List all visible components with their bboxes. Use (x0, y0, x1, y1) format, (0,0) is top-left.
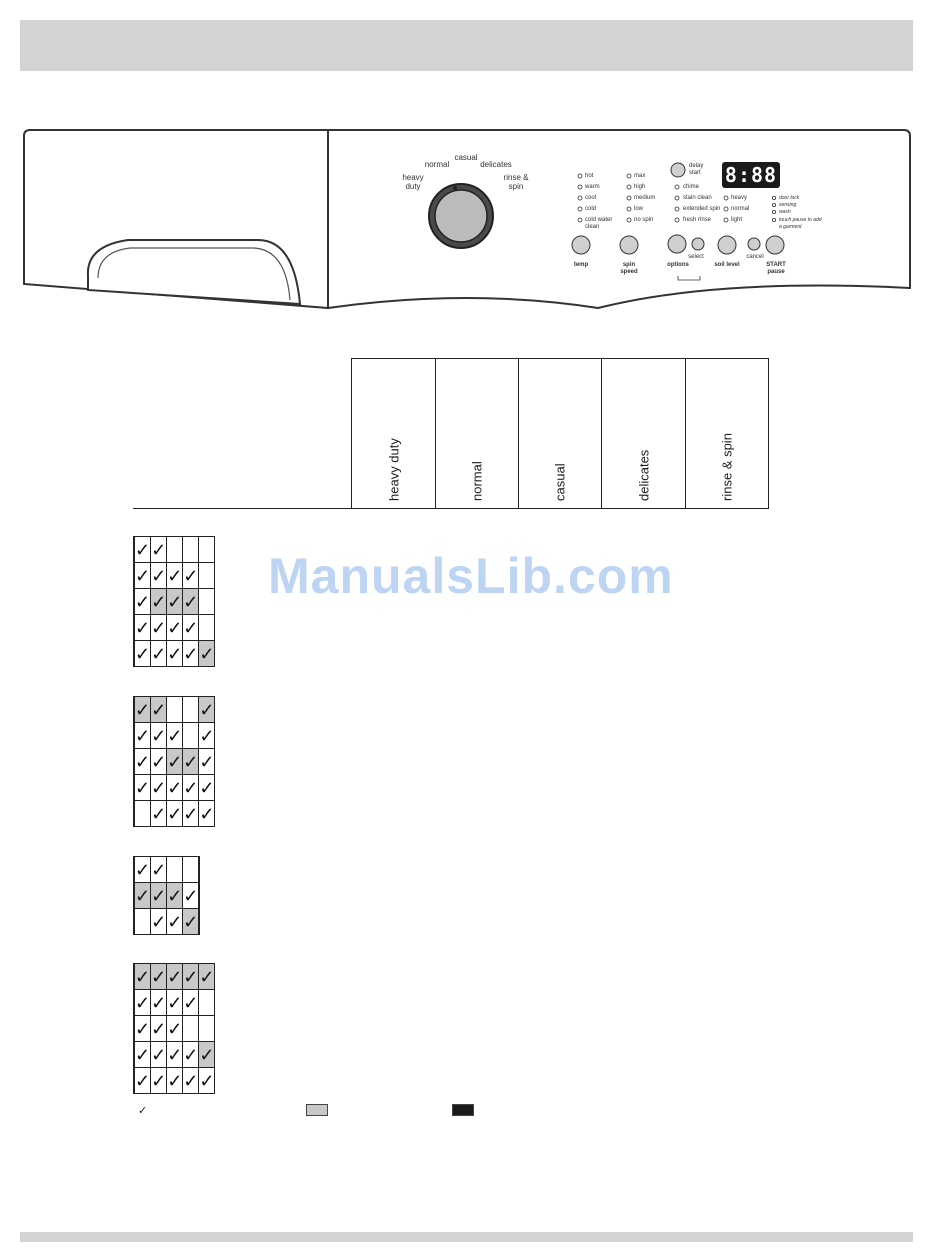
check-cell: ✓ (167, 909, 183, 935)
empty-cell (199, 883, 200, 909)
check-cell: ✓ (183, 990, 199, 1016)
check-cell: ✓ (151, 615, 167, 641)
spin-speed-button-label: spin speed (620, 262, 638, 275)
temp-option: cold (585, 206, 597, 212)
dial-label-rinse-spin: rinse & spin (503, 173, 529, 191)
check-cell: ✓ (167, 723, 183, 749)
select-button-label: select (688, 254, 704, 260)
table-row (134, 697, 215, 723)
delay-start-label: delay start (689, 163, 704, 176)
dial-label-heavy-duty: heavy duty (402, 173, 424, 191)
table-row (134, 723, 215, 749)
check-cell: ✓ (151, 857, 167, 883)
check-cell: ✓ (199, 775, 215, 801)
check-cell: ✓ (151, 589, 167, 615)
table-row (134, 775, 215, 801)
column-header-heavy-duty: heavy duty (351, 358, 436, 509)
check-cell: ✓ (151, 749, 167, 775)
soil-option: normal (731, 206, 750, 212)
empty-cell (199, 857, 200, 883)
empty-cell (199, 589, 215, 615)
empty-cell (199, 1016, 215, 1042)
table-row (134, 801, 215, 827)
empty-cell (135, 801, 151, 827)
table-row (134, 1016, 215, 1042)
check-cell: ✓ (167, 589, 183, 615)
check-cell: ✓ (199, 1068, 215, 1094)
option-label: fresh rinse (683, 217, 712, 223)
check-cell: ✓ (151, 883, 167, 909)
check-cell: ✓ (183, 641, 199, 667)
check-cell: ✓ (135, 857, 151, 883)
empty-cell (199, 615, 215, 641)
check-cell: ✓ (183, 801, 199, 827)
empty-cell (199, 537, 215, 563)
table-row (134, 857, 200, 883)
check-cell: ✓ (167, 775, 183, 801)
header-divider (133, 508, 769, 509)
spin-option: no spin (634, 217, 654, 223)
column-header-rinse-spin: rinse & spin (685, 358, 769, 509)
top-gray-band (20, 20, 913, 71)
check-cell: ✓ (135, 775, 151, 801)
spin-option: max (634, 173, 646, 179)
check-cell: ✓ (135, 964, 151, 990)
watermark: ManualsLib.com (268, 548, 674, 604)
empty-cell (135, 909, 151, 935)
empty-cell (183, 1016, 199, 1042)
temp-option: warm (585, 184, 600, 190)
check-cell: ✓ (199, 964, 215, 990)
check-cell: ✓ (199, 801, 215, 827)
check-cell: ✓ (135, 883, 151, 909)
check-cell: ✓ (135, 589, 151, 615)
legend-check: ✓ (138, 1105, 148, 1117)
check-cell: ✓ (183, 615, 199, 641)
check-cell: ✓ (151, 990, 167, 1016)
check-cell: ✓ (135, 641, 151, 667)
temp-button-label: temp (573, 262, 589, 268)
empty-cell (199, 990, 215, 1016)
bottom-gray-band (20, 1232, 913, 1242)
check-cell: ✓ (135, 697, 151, 723)
table-row (134, 563, 215, 589)
check-cell: ✓ (199, 723, 215, 749)
column-header-casual: casual (518, 358, 602, 509)
check-cell: ✓ (135, 1016, 151, 1042)
option-group-table (133, 696, 215, 827)
status-light-label: wash (779, 209, 791, 215)
option-group-table (133, 856, 200, 935)
check-cell: ✓ (151, 1042, 167, 1068)
status-light-label: door lock (779, 195, 800, 201)
legend-shaded-box (306, 1104, 328, 1116)
table-row (134, 615, 215, 641)
spin-option: low (634, 206, 644, 212)
check-cell: ✓ (151, 537, 167, 563)
check-cell: ✓ (167, 1042, 183, 1068)
check-cell: ✓ (183, 589, 199, 615)
status-light-label: touch pause to add a garment (779, 217, 822, 230)
option-label: extended spin (683, 206, 721, 212)
check-cell: ✓ (199, 1042, 215, 1068)
check-cell: ✓ (151, 775, 167, 801)
check-cell: ✓ (183, 563, 199, 589)
cancel-button-label: cancel (746, 254, 764, 260)
check-cell: ✓ (183, 1068, 199, 1094)
dial-label-normal: normal (424, 160, 450, 169)
soil-option: light (731, 217, 743, 223)
check-cell: ✓ (151, 723, 167, 749)
table-row (134, 749, 215, 775)
check-cell: ✓ (151, 1016, 167, 1042)
check-cell: ✓ (183, 964, 199, 990)
status-light-label: sensing (779, 202, 797, 208)
soil-level-button-label: soil level (714, 262, 740, 268)
check-cell: ✓ (135, 563, 151, 589)
option-group-table (133, 536, 215, 667)
check-cell: ✓ (151, 697, 167, 723)
check-cell: ✓ (135, 1042, 151, 1068)
check-cell: ✓ (167, 563, 183, 589)
check-cell: ✓ (151, 641, 167, 667)
check-cell: ✓ (151, 563, 167, 589)
check-cell: ✓ (151, 801, 167, 827)
start-pause-button-label: START pause (766, 262, 786, 275)
empty-cell (199, 909, 200, 935)
check-cell: ✓ (135, 1068, 151, 1094)
check-cell: ✓ (183, 1042, 199, 1068)
check-cell: ✓ (167, 1016, 183, 1042)
check-cell: ✓ (135, 615, 151, 641)
table-row (134, 641, 215, 667)
check-cell: ✓ (199, 697, 215, 723)
empty-cell (183, 857, 199, 883)
table-row (134, 964, 215, 990)
check-cell: ✓ (183, 909, 199, 935)
table-row (134, 883, 200, 909)
check-cell: ✓ (167, 990, 183, 1016)
check-cell: ✓ (135, 723, 151, 749)
option-group-table (133, 963, 215, 1094)
legend-dark-box (452, 1104, 474, 1116)
empty-cell (183, 537, 199, 563)
temp-option: hot (585, 173, 594, 179)
check-cell: ✓ (167, 749, 183, 775)
option-label: chime (683, 184, 700, 190)
empty-cell (183, 723, 199, 749)
table-row (134, 589, 215, 615)
temp-option: cold water clean (585, 217, 613, 230)
column-header-normal: normal (435, 358, 519, 509)
temp-option: cool (585, 195, 597, 201)
check-cell: ✓ (167, 641, 183, 667)
check-cell: ✓ (151, 1068, 167, 1094)
check-cell: ✓ (167, 615, 183, 641)
check-cell: ✓ (183, 883, 199, 909)
table-row (134, 990, 215, 1016)
check-cell: ✓ (199, 749, 215, 775)
check-cell: ✓ (167, 801, 183, 827)
check-cell: ✓ (135, 990, 151, 1016)
dial-label-delicates: delicates (480, 160, 512, 169)
check-cell: ✓ (135, 537, 151, 563)
column-header-delicates: delicates (602, 358, 686, 509)
check-cell: ✓ (167, 883, 183, 909)
empty-cell (167, 697, 183, 723)
check-cell: ✓ (183, 775, 199, 801)
empty-cell (199, 563, 215, 589)
table-row (134, 1068, 215, 1094)
check-cell: ✓ (199, 641, 215, 667)
table-row (134, 537, 215, 563)
check-cell: ✓ (183, 749, 199, 775)
check-cell: ✓ (167, 1068, 183, 1094)
table-row (134, 909, 200, 935)
check-cell: ✓ (135, 749, 151, 775)
option-label: stain clean (683, 195, 712, 201)
time-display: 8:88 (722, 162, 780, 188)
spin-option: medium (634, 195, 656, 201)
check-cell: ✓ (151, 964, 167, 990)
empty-cell (167, 857, 183, 883)
empty-cell (167, 537, 183, 563)
check-cell: ✓ (151, 909, 167, 935)
options-button-label: options (667, 262, 689, 268)
soil-option: heavy (731, 195, 748, 201)
dial-label-casual: casual (454, 153, 478, 162)
check-cell: ✓ (167, 964, 183, 990)
spin-option: high (634, 184, 646, 190)
table-row (134, 1042, 215, 1068)
empty-cell (183, 697, 199, 723)
